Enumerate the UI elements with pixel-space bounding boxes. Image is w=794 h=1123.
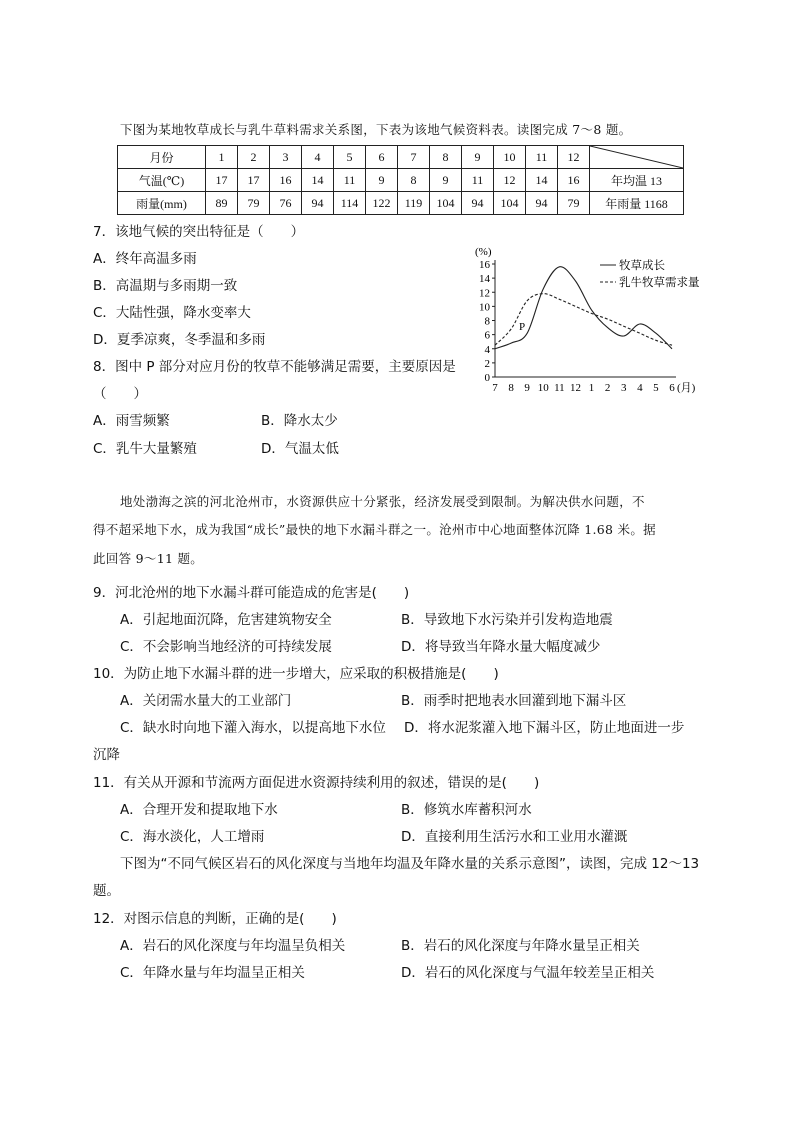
temp-cell: 14 (526, 169, 558, 192)
temp-cell: 17 (206, 169, 238, 192)
month-cell: 11 (526, 146, 558, 169)
rain-cell: 89 (206, 192, 238, 215)
temp-cell: 9 (430, 169, 462, 192)
temp-cell: 16 (270, 169, 302, 192)
q11-option-b[interactable]: B．修筑水库蓄积河水 (401, 802, 532, 818)
temp-cell: 14 (302, 169, 334, 192)
q11-option-c[interactable]: C．海水淡化，人工增雨 (120, 829, 265, 845)
intro-9-11-line3: 此回答 9～11 题。 (93, 551, 204, 566)
rain-cell: 114 (334, 192, 366, 215)
table-row-temps (118, 169, 684, 192)
temp-summary: 年均温 13 (590, 169, 684, 192)
q8-stem: 8．图中 P 部分对应月份的牧草不能够满足需要，主要原因是 (93, 359, 456, 375)
row-label-month: 月份 (118, 146, 206, 169)
intro-9-11-line1: 地处渤海之滨的河北沧州市，水资源供应十分紧张，经济发展受到限制。为解决供水问题，不 (120, 494, 645, 509)
y-tick-label: 10 (479, 301, 490, 314)
rain-cell: 104 (494, 192, 526, 215)
intro-9-11-line2: 得不超采地下水，成为我国“成长”最快的地下水漏斗群之一。沧州市中心地面整体沉降 1.68 米。据 (93, 522, 656, 537)
q12-option-c[interactable]: C．年降水量与年均温呈正相关 (120, 965, 305, 981)
month-cell: 1 (206, 146, 238, 169)
rain-cell: 79 (238, 192, 270, 215)
legend-pasture-growth: 牧草成长 (619, 258, 665, 272)
q8-paren: （ ） (93, 386, 147, 402)
q9-option-c[interactable]: C．不会影响当地经济的可持续发展 (120, 639, 332, 655)
month-cell: 10 (494, 146, 526, 169)
climate-table (117, 145, 684, 215)
temp-cell: 9 (366, 169, 398, 192)
x-tick-label: 6 (669, 382, 675, 394)
q11-option-d[interactable]: D．直接利用生活污水和工业用水灌溉 (401, 829, 628, 845)
intro-7-8: 下图为某地牧草成长与乳牛草料需求关系图，下表为该地气候资料表。读图完成 7～8 题。 (120, 122, 632, 137)
x-tick-label: 2 (604, 382, 611, 394)
q9-option-a[interactable]: A．引起地面沉降，危害建筑物安全 (120, 612, 332, 628)
q7-stem: 7．该地气候的突出特征是（ ） (93, 224, 305, 240)
rain-cell: 76 (270, 192, 302, 215)
table-row-rains (118, 192, 684, 215)
q10-option-d-cont: 沉降 (93, 747, 120, 763)
temp-cell: 16 (558, 169, 590, 192)
temp-cell: 8 (398, 169, 430, 192)
month-cell: 5 (334, 146, 366, 169)
q8-option-c[interactable]: C．乳牛大量繁殖 (93, 441, 197, 457)
x-tick-label: 8 (508, 382, 514, 394)
month-cell: 2 (238, 146, 270, 169)
legend-cow-demand: 乳牛牧草需求量 (619, 275, 700, 289)
series-line-cow-demand (495, 294, 672, 346)
p-annotation: P (519, 321, 526, 333)
q8-option-d[interactable]: D．气温太低 (261, 441, 339, 457)
month-cell: 6 (366, 146, 398, 169)
q9-stem: 9．河北沧州的地下水漏斗群可能造成的危害是( ) (93, 585, 410, 601)
x-ticks (492, 382, 675, 394)
q10-option-b[interactable]: B．雨季时把地表水回灌到地下漏斗区 (401, 693, 627, 709)
q11-stem: 11．有关从开源和节流两方面促进水资源持续利用的叙述，错误的是( ) (93, 775, 540, 791)
q9-option-d[interactable]: D．将导致当年降水量大幅度减少 (401, 639, 601, 655)
y-tick-label: 0 (484, 372, 490, 384)
x-tick-label: 3 (620, 382, 627, 394)
chart-legend (600, 258, 700, 289)
month-cell: 8 (430, 146, 462, 169)
intro-12-13-line2: 题。 (93, 883, 120, 899)
q10-stem: 10．为防止地下水漏斗群的进一步增大，应采取的积极措施是( ) (93, 666, 499, 682)
y-tick-label: 2 (484, 357, 490, 370)
month-cell: 4 (302, 146, 334, 169)
y-tick-label: 12 (479, 287, 490, 300)
y-tick-label: 6 (484, 329, 490, 342)
y-axis-label: (%) (475, 246, 492, 258)
x-axis-label: (月) (677, 382, 696, 394)
q8-option-b[interactable]: B．降水太少 (261, 413, 338, 429)
month-cell: 7 (398, 146, 430, 169)
temp-cell: 12 (494, 169, 526, 192)
rain-cell: 122 (366, 192, 398, 215)
month-cell: 9 (462, 146, 494, 169)
rain-summary: 年雨量 1168 (590, 192, 684, 215)
x-tick-label: 5 (653, 382, 659, 394)
rain-cell: 94 (302, 192, 334, 215)
q8-option-a[interactable]: A．雨雪频繁 (93, 413, 170, 429)
q7-option-d[interactable]: D．夏季凉爽，冬季温和多雨 (93, 332, 266, 348)
x-tick-label: 12 (569, 382, 581, 394)
rain-cell: 104 (430, 192, 462, 215)
intro-12-13-line1: 下图为“不同气候区岩石的风化深度与当地年均温及年降水量的关系示意图”，读图，完成 12～13 (120, 856, 700, 872)
temp-cell: 11 (334, 169, 366, 192)
q10-option-c[interactable]: C．缺水时向地下灌入海水，以提高地下水位 (120, 720, 386, 736)
q9-option-b[interactable]: B．导致地下水污染并引发构造地震 (401, 612, 613, 628)
row-label-rain: 雨量(mm) (118, 192, 206, 215)
q12-option-d[interactable]: D．岩石的风化深度与气温年较差呈正相关 (401, 965, 655, 981)
temp-cell: 11 (462, 169, 494, 192)
q7-option-b[interactable]: B．高温期与多雨期一致 (93, 278, 238, 294)
row-label-temp: 气温(℃) (118, 169, 206, 192)
rain-cell: 94 (462, 192, 494, 215)
x-tick-label: 11 (554, 382, 565, 394)
diagonal-line (590, 146, 683, 168)
q12-option-b[interactable]: B．岩石的风化深度与年降水量呈正相关 (401, 938, 640, 954)
q12-stem: 12．对图示信息的判断，正确的是( ) (93, 911, 337, 927)
y-tick-label: 8 (484, 315, 490, 328)
x-tick-label: 4 (637, 382, 643, 394)
y-tick-label: 16 (479, 259, 490, 271)
x-tick-label: 1 (588, 382, 595, 394)
table-row-months (118, 146, 684, 169)
y-ticks (479, 259, 495, 384)
rain-cell: 119 (398, 192, 430, 215)
rain-cell: 94 (526, 192, 558, 215)
y-tick-label: 4 (484, 343, 490, 356)
x-tick-label: 10 (537, 382, 549, 394)
rain-cell: 79 (558, 192, 590, 215)
x-tick-label: 9 (524, 382, 530, 394)
pasture-demand-chart (462, 240, 712, 398)
x-tick-label: 7 (492, 382, 498, 394)
month-cell: 12 (558, 146, 590, 169)
q11-option-a[interactable]: A．合理开发和提取地下水 (120, 802, 278, 818)
q7-option-c[interactable]: C．大陆性强，降水变率大 (93, 305, 251, 321)
y-tick-label: 14 (479, 273, 490, 286)
q10-option-d[interactable]: D．将水泥浆灌入地下漏斗区，防止地面进一步 (404, 720, 685, 736)
diagonal-header-cell (590, 146, 684, 169)
q7-option-a[interactable]: A．终年高温多雨 (93, 251, 197, 267)
q12-option-a[interactable]: A．岩石的风化深度与年均温呈负相关 (120, 938, 346, 954)
q10-option-a[interactable]: A．关闭需水量大的工业部门 (120, 693, 292, 709)
temp-cell: 17 (238, 169, 270, 192)
month-cell: 3 (270, 146, 302, 169)
